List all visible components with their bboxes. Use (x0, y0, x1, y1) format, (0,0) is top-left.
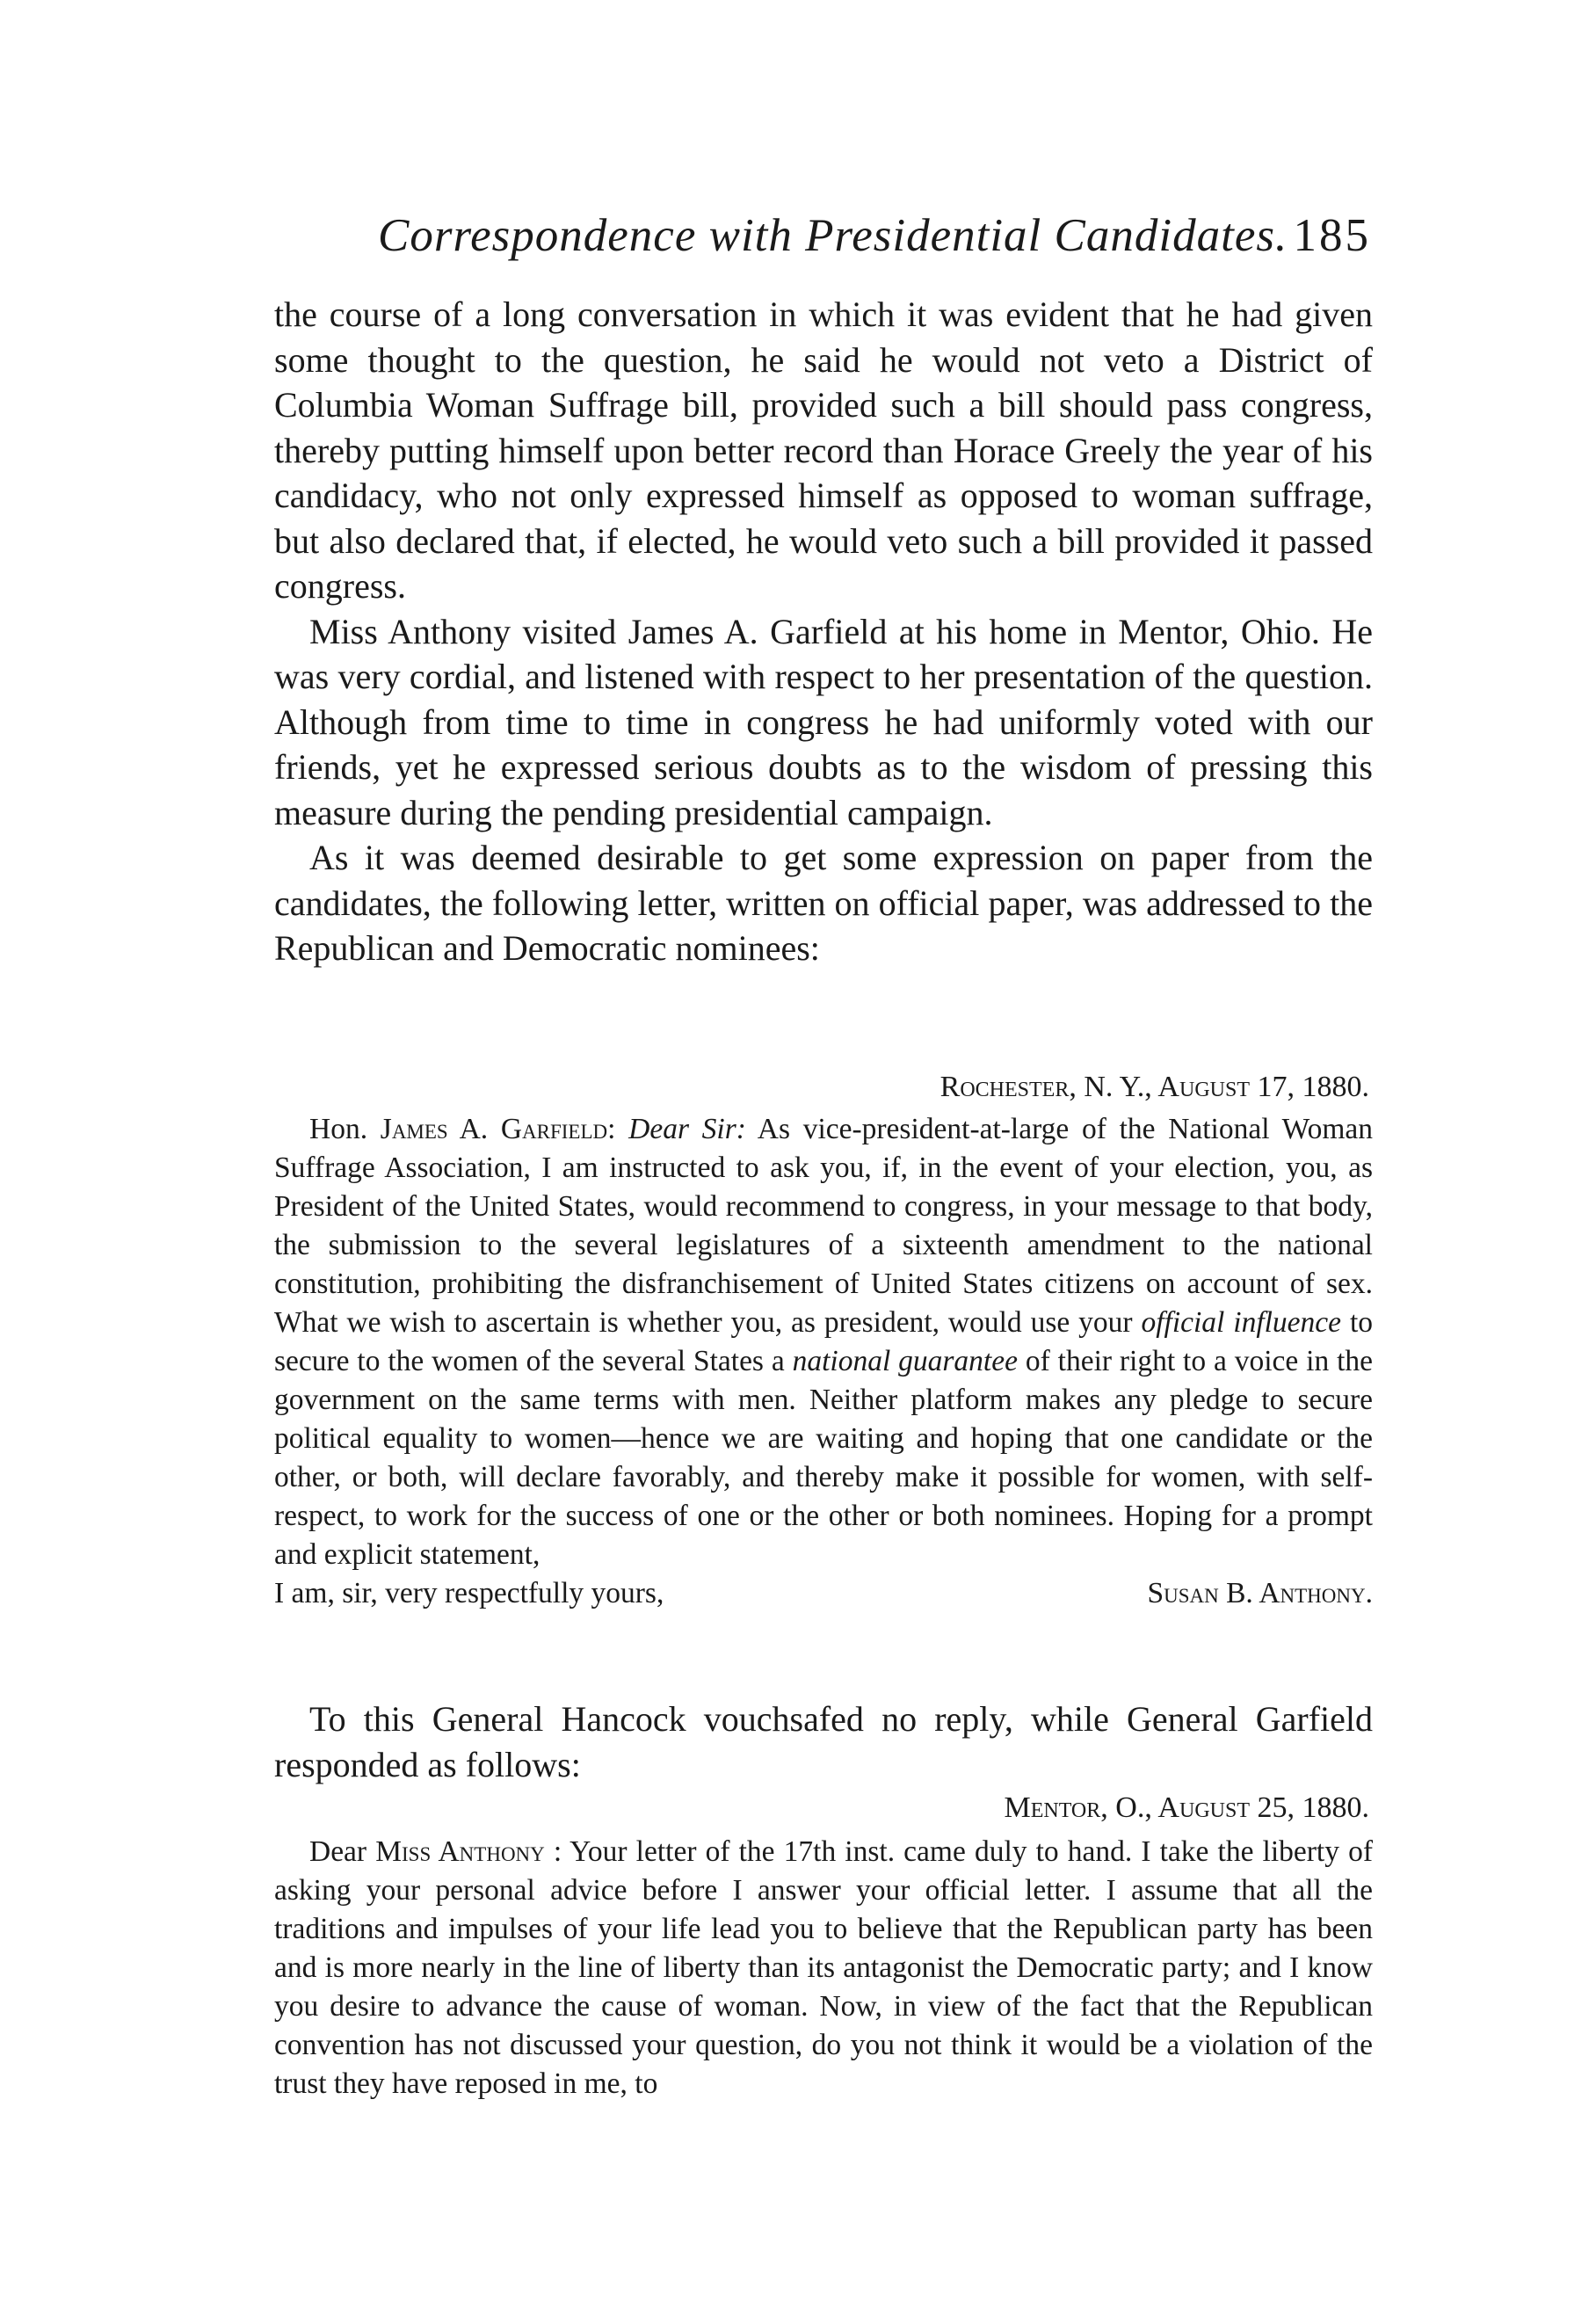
letter1-signoff (274, 1574, 1373, 1613)
paragraph-2: Miss Anthony visited James A. Garfield at his home in Mentor, Ohio. He was very cordial, and listened with respect to her presentation of the question. Although from time to time in congress he had uniformly voted with our friends, yet he expressed serious doubts as to the wisdom of pressing this measure during the pending presidential campaign. (274, 611, 1373, 832)
letter1-dateline: Rochester, N. Y., August 17, 1880. (939, 1071, 1369, 1103)
letter1-emphasis-official-influence: official influence (1141, 1306, 1342, 1339)
letter1-text (274, 1110, 1373, 1574)
letter1-body (274, 1110, 1373, 1613)
body-paragraph-4-wrap (274, 1696, 1373, 1787)
letter2-text (274, 1833, 1373, 2103)
body-paragraphs-top (274, 292, 1373, 971)
letter2-dateline: Mentor, O., August 25, 1880. (1004, 1791, 1369, 1824)
letter2-salutation: Dear (309, 1835, 367, 1868)
letter1-text-a: As vice-president-at-large of the National Woman Suffrage Association, I am instructed to ask you, if, in the event of your election, you, as President of the United States, would recommend to congress, in your message to that body, the submission to the several legislatures of a sixteenth amendment to the national constitution, prohibiting the disfranchisement of United States citizens on account of sex. What we wish to ascertain is whether you, as president, would use your (274, 1113, 1373, 1339)
letter1-dear-sir: Dear Sir: (628, 1113, 746, 1145)
letter2-salutation-name: Miss Anthony (375, 1835, 545, 1868)
running-title: Correspondence with Presidential Candidates. (378, 210, 1288, 261)
paragraph-1: the course of a long conversation in which it was evident that he had given some thought to the question, he said he would not veto a District of Columbia Woman Suffrage bill, provided such a bill should pass congress, thereby putting himself upon better record than Horace Greely the year of his candidacy, who not only expressed himself as opposed to woman suffrage, but also declared that, if elected, he would veto such a bill provided it passed congress. (274, 294, 1373, 606)
letter2-body-text: Your letter of the 17th inst. came duly to hand. I take the liberty of asking your personal advice before I answer your official letter. I assume that all the traditions and impulses of your life lead you to believe that the Republican party has been and is more nearly in the line of liberty than its antagonist the Democratic party; and I know you desire to advance the cause of woman. Now, in view of the fact that the Republican convention has not discussed your question, do you not think it would be a violation of the trust they have reposed in me, to (274, 1835, 1374, 2100)
letter1-text-c: of their right to a voice in the government on the same terms with men. Neither platform makes any pledge to secure political equality to women—hence we are waiting and hoping that one candidate or the other, or both, will declare favorably, and thereby make it possible for women, with self-respect, to work for the success of one or the other or both nominees. Hoping for a prompt and explicit statement, (274, 1345, 1373, 1571)
letter1-salutation-prefix: Hon. (309, 1113, 368, 1145)
letter2-body (274, 1833, 1373, 2103)
letter1-text-b: to secure to the women of the several States a (274, 1306, 1374, 1377)
letter1-colon: : (607, 1113, 616, 1145)
letter1-signature: Susan B. Anthony. (1147, 1577, 1373, 1609)
letter2-salutation-colon: : (553, 1835, 562, 1868)
paragraph-4: To this General Hancock vouchsafed no reply, while General Garfield responded as follows: (274, 1699, 1373, 1784)
page-number: 185 (1293, 210, 1371, 261)
paragraph-3: As it was deemed desirable to get some expression on paper from the candidates, the following letter, written on official paper, was addressed to the Republican and Democratic nominees: (274, 838, 1373, 968)
letter1-closing: I am, sir, very respectfully yours, (274, 1577, 664, 1609)
letter1-addressee: James A. Garfield (380, 1113, 608, 1145)
running-header (272, 209, 1371, 271)
letter1-emphasis-national-guarantee: national guarantee (792, 1345, 1018, 1377)
